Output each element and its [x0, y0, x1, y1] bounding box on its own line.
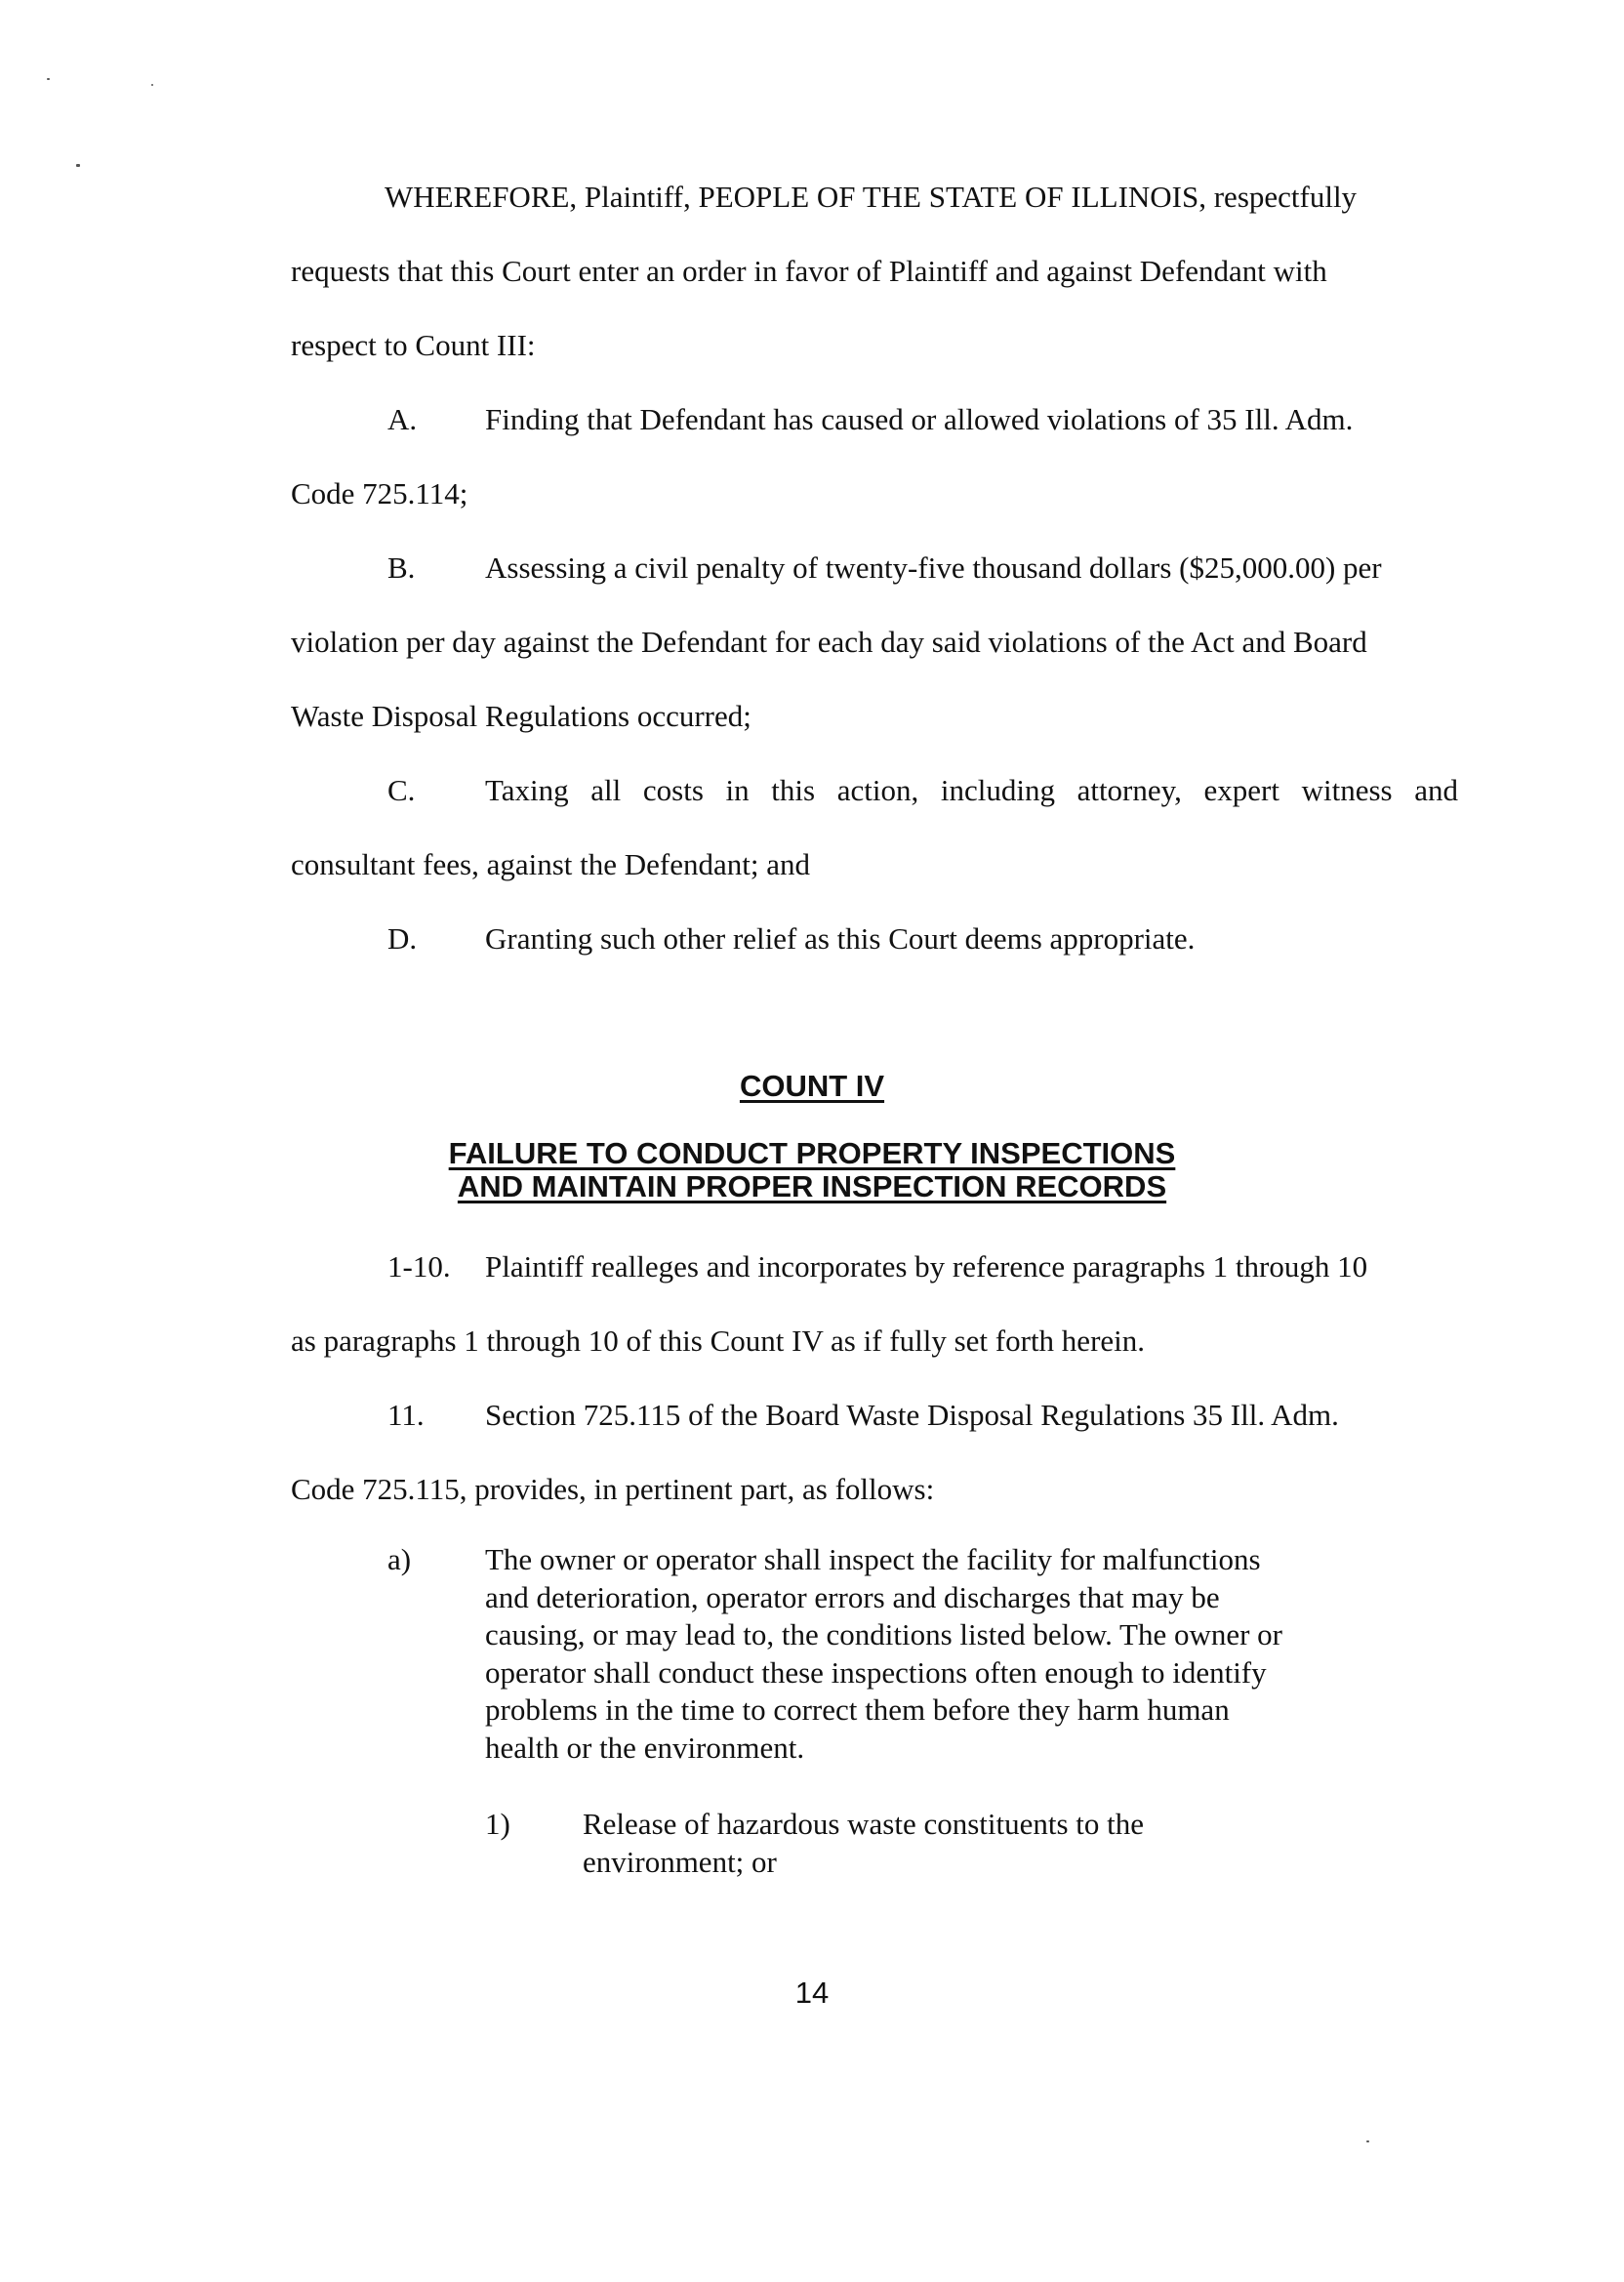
paragraph-text: Code 725.115, provides, in pertinent part, as follows:	[291, 1472, 935, 1506]
regulation-line: causing, or may lead to, the conditions listed below. The owner or	[485, 1617, 1283, 1651]
scan-speck	[151, 84, 153, 86]
paragraph-text: Section 725.115 of the Board Waste Disposal Regulations 35 Ill. Adm.	[485, 1398, 1339, 1432]
relief-item-marker: B.	[387, 550, 416, 585]
wherefore-line-3: respect to Count III:	[291, 328, 536, 362]
relief-item-marker: D.	[387, 921, 418, 956]
scan-speck	[76, 164, 80, 167]
relief-item-text: Waste Disposal Regulations occurred;	[291, 699, 751, 733]
regulation-line: The owner or operator shall inspect the facility for malfunctions	[485, 1542, 1261, 1576]
regulation-line: problems in the time to correct them before they harm human	[485, 1692, 1230, 1727]
regulation-line: operator shall conduct these inspections often enough to identify	[485, 1654, 1267, 1690]
scan-speck	[47, 78, 50, 80]
count-title: COUNT IV	[739, 1069, 885, 1103]
relief-item-text: Granting such other relief as this Court deems appropriate.	[485, 921, 1196, 956]
paragraph-number: 1-10.	[387, 1249, 451, 1284]
regulation-line: health or the environment.	[485, 1730, 805, 1765]
relief-item-text: violation per day against the Defendant for each day said violations of the Act and Board	[291, 625, 1367, 659]
page-number: 14	[794, 1976, 830, 2010]
regulation-item-text	[583, 1806, 1144, 1881]
relief-item-text: consultant fees, against the Defendant; and	[291, 847, 810, 881]
count-subtitle-line-2: AND MAINTAIN PROPER INSPECTION RECORDS	[457, 1169, 1167, 1203]
relief-item-text: Code 725.114;	[291, 476, 468, 510]
regulation-subsection-marker: a)	[387, 1542, 412, 1576]
regulation-subsection-text	[485, 1541, 1282, 1767]
relief-item-text: Taxing all costs in this action, including attorney, expert witness and	[485, 773, 1458, 807]
relief-item-text: Finding that Defendant has caused or allowed violations of 35 Ill. Adm.	[485, 402, 1354, 436]
paragraph-number: 11.	[387, 1398, 425, 1432]
scan-speck	[1366, 2140, 1369, 2142]
relief-item-marker: A.	[387, 402, 418, 436]
regulation-line: environment; or	[583, 1844, 777, 1879]
count-subtitle-line-1: FAILURE TO CONDUCT PROPERTY INSPECTIONS	[448, 1136, 1176, 1170]
paragraph-text: as paragraphs 1 through 10 of this Count IV as if fully set forth herein.	[291, 1324, 1146, 1358]
paragraph-text: Plaintiff realleges and incorporates by reference paragraphs 1 through 10	[485, 1249, 1368, 1284]
regulation-item-marker: 1)	[485, 1807, 510, 1841]
regulation-line: and deterioration, operator errors and discharges that may be	[485, 1579, 1220, 1614]
relief-item-marker: C.	[387, 773, 416, 807]
relief-item-text: Assessing a civil penalty of twenty-five thousand dollars ($25,000.00) per	[485, 550, 1382, 585]
wherefore-line-2: requests that this Court enter an order in favor of Plaintiff and against Defendant with	[291, 254, 1327, 288]
regulation-line: Release of hazardous waste constituents to the	[583, 1807, 1145, 1841]
wherefore-line-1: WHEREFORE, Plaintiff, PEOPLE OF THE STATE OF ILLINOIS, respectfully	[385, 180, 1358, 214]
